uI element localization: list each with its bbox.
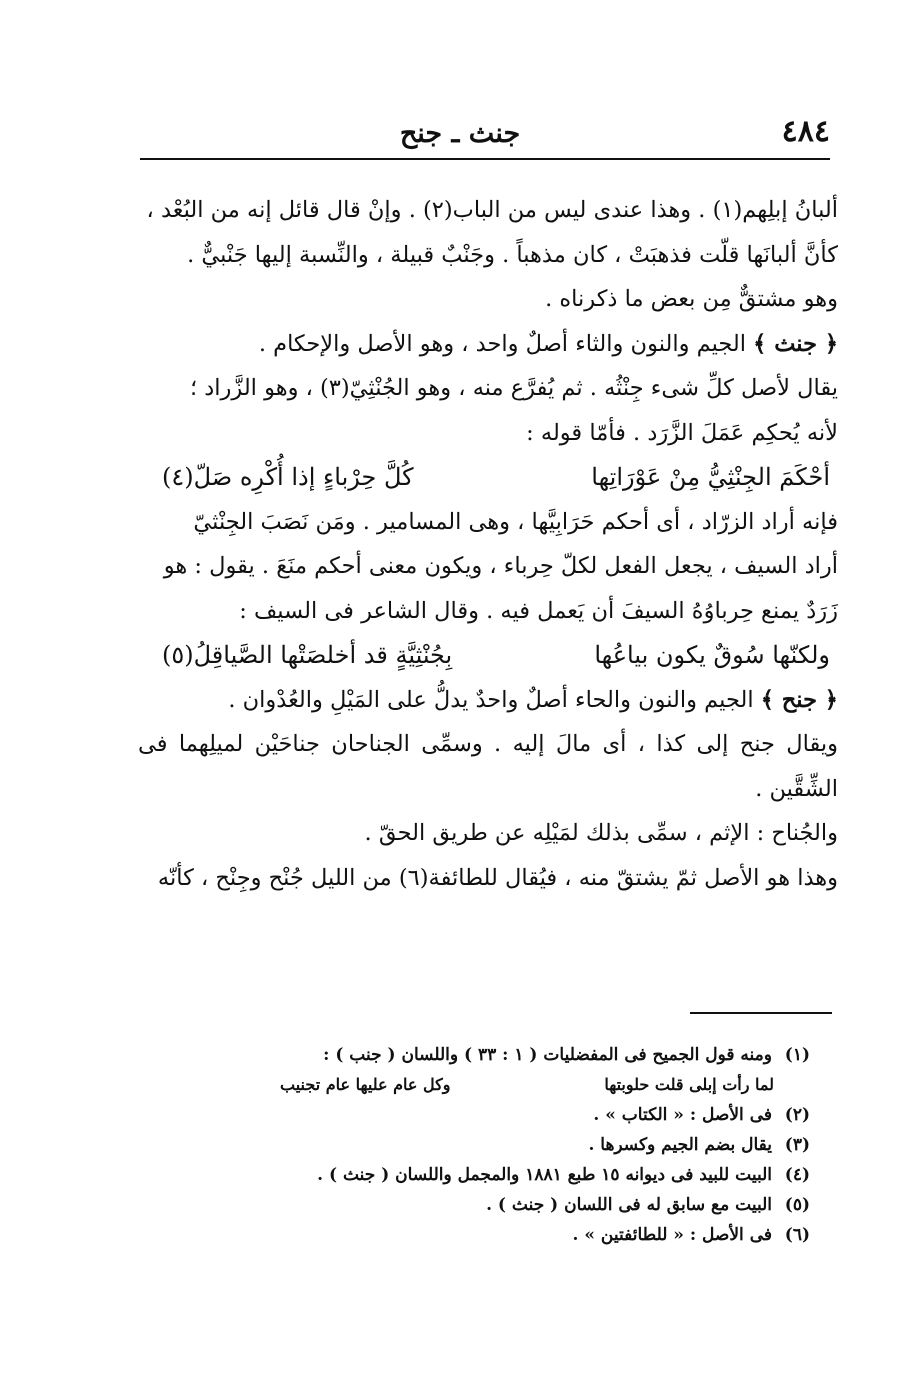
page-number: ٤٨٤: [781, 114, 830, 149]
footnote-number: (٦): [784, 1225, 810, 1245]
text-line: ألبانُ إبلِهم(١) . وهذا عندى ليس من الباب(٢) . وإنْ قال قائل إنه من البُعْد ،: [146, 197, 838, 223]
footnote-text: فى الأصل : « الكتاب » .: [593, 1105, 772, 1125]
verse-hemistich: بِجُنْثِيَّةٍ قد أخلصَتْها الصَّياقِلُ(٥): [162, 641, 453, 669]
text-line: أراد السيف ، يجعل الفعل لكلّ حِرباء ، ويكون معنى أحكم منَعَ . يقول : هو: [163, 553, 838, 579]
verse-line: [138, 455, 838, 500]
footnote: [280, 1040, 810, 1070]
text-line: وهذا هو الأصل ثمّ يشتقّ منه ، فيُقال للطائفة(٦) من الليل جُنْح وجِنْح ، كأنّه: [157, 864, 838, 891]
verse-hemistich: ولكنّها سُوقٌ يكون بياعُها: [594, 641, 830, 669]
footnote-verse: [280, 1070, 810, 1100]
footnote: [280, 1100, 810, 1130]
footnote-text: البيت مع سابق له فى اللسان ( جنث ) .: [486, 1195, 772, 1215]
header-rule: [140, 158, 830, 160]
footnote-text: البيت للبيد فى ديوانه ١٥ طبع ١٨٨١ والمجمل واللسان ( جنث ) .: [317, 1165, 772, 1185]
verse-hemistich: وكل عام عليها عام تجنيب: [280, 1075, 451, 1094]
footnote-number: (١): [784, 1045, 810, 1065]
footnote-rule: [690, 1012, 832, 1014]
footnote-number: (٢): [784, 1105, 810, 1125]
verse-hemistich: أحْكَمَ الجِنْثِيُّ مِنْ عَوْرَاتِها: [591, 463, 830, 491]
footnote-text: يقال بضم الجيم وكسرها .: [588, 1135, 772, 1155]
verse-line: [138, 633, 838, 678]
footnote-number: (٤): [784, 1165, 810, 1185]
footnote: [280, 1160, 810, 1190]
verse-hemistich: لما رأت إبلى قلت حلوبتها: [604, 1075, 774, 1094]
footnote-text: فى الأصل : « للطائفتين » .: [572, 1225, 772, 1245]
text-span: الجيم والنون والثاء أصلٌ واحد ، وهو الأصل والإحكام .: [258, 330, 747, 357]
text-line: والجُناح : الإثم ، سمِّى بذلك لمَيْلِه عن طريق الحقّ .: [364, 820, 838, 846]
footnote: [280, 1220, 810, 1250]
text-line: وهو مشتقٌّ مِن بعض ما ذكرناه .: [545, 286, 838, 312]
footnote: [280, 1190, 810, 1220]
text-line: ويقال جنح إلى كذا ، أى مالَ إليه . وسمِّى الجناحان جناحَيْن لميلِهما فى الشِّقَّين .: [138, 731, 838, 802]
text-line: فإنه أراد الزرّاد ، أى أحكم حَرَابِيَّها ، وهى المسامير . ومَن نَصَبَ الجِنْثيّ: [193, 508, 838, 535]
footnote-text: ومنه قول الجميح فى المفضليات ( ١ : ٣٣ ) واللسان ( جنب ) :: [323, 1045, 772, 1065]
footnote-number: (٣): [784, 1135, 810, 1155]
page-running-title: جنث ـ جنح: [399, 118, 521, 149]
text-line: كأنَّ ألبانَها قلّت فذهبَتْ ، كان مذهباً . وجَنْبٌ قبيلة ، والنِّسبة إليها جَنْبيٌّ .: [187, 241, 838, 268]
footnote: [280, 1130, 810, 1160]
entry-jnth: [138, 322, 838, 367]
text-span: الجيم والنون والحاء أصلٌ واحدٌ يدلُّ على المَيْلِ والعُدْوان .: [228, 686, 754, 713]
text-line: لأنه يُحكِم عَمَلَ الزَّرَد . فأمّا قوله :: [526, 419, 838, 446]
footnote-number: (٥): [784, 1195, 810, 1215]
verse-hemistich: كُلَّ حِرْباءٍ إذا أُكْرِه صَلّ(٤): [162, 463, 414, 491]
entry-jnh: [138, 678, 838, 723]
main-text: [138, 188, 838, 900]
footnotes: [280, 1040, 810, 1250]
text-line: يقال لأصل كلِّ شىء جِنْثُه . ثم يُفرَّع منه ، وهو الجُنْثِيّ(٣) ، وهو الزَّراد ؛: [189, 375, 838, 401]
text-line: زَرَدٌ يمنع حِرباوُهُ السيفَ أن يَعمل فيه . وقال الشاعر فى السيف :: [239, 597, 838, 624]
entry-heading: ﴿ جنث ﴾: [753, 330, 838, 357]
entry-heading: ﴿ جنح ﴾: [760, 686, 838, 713]
